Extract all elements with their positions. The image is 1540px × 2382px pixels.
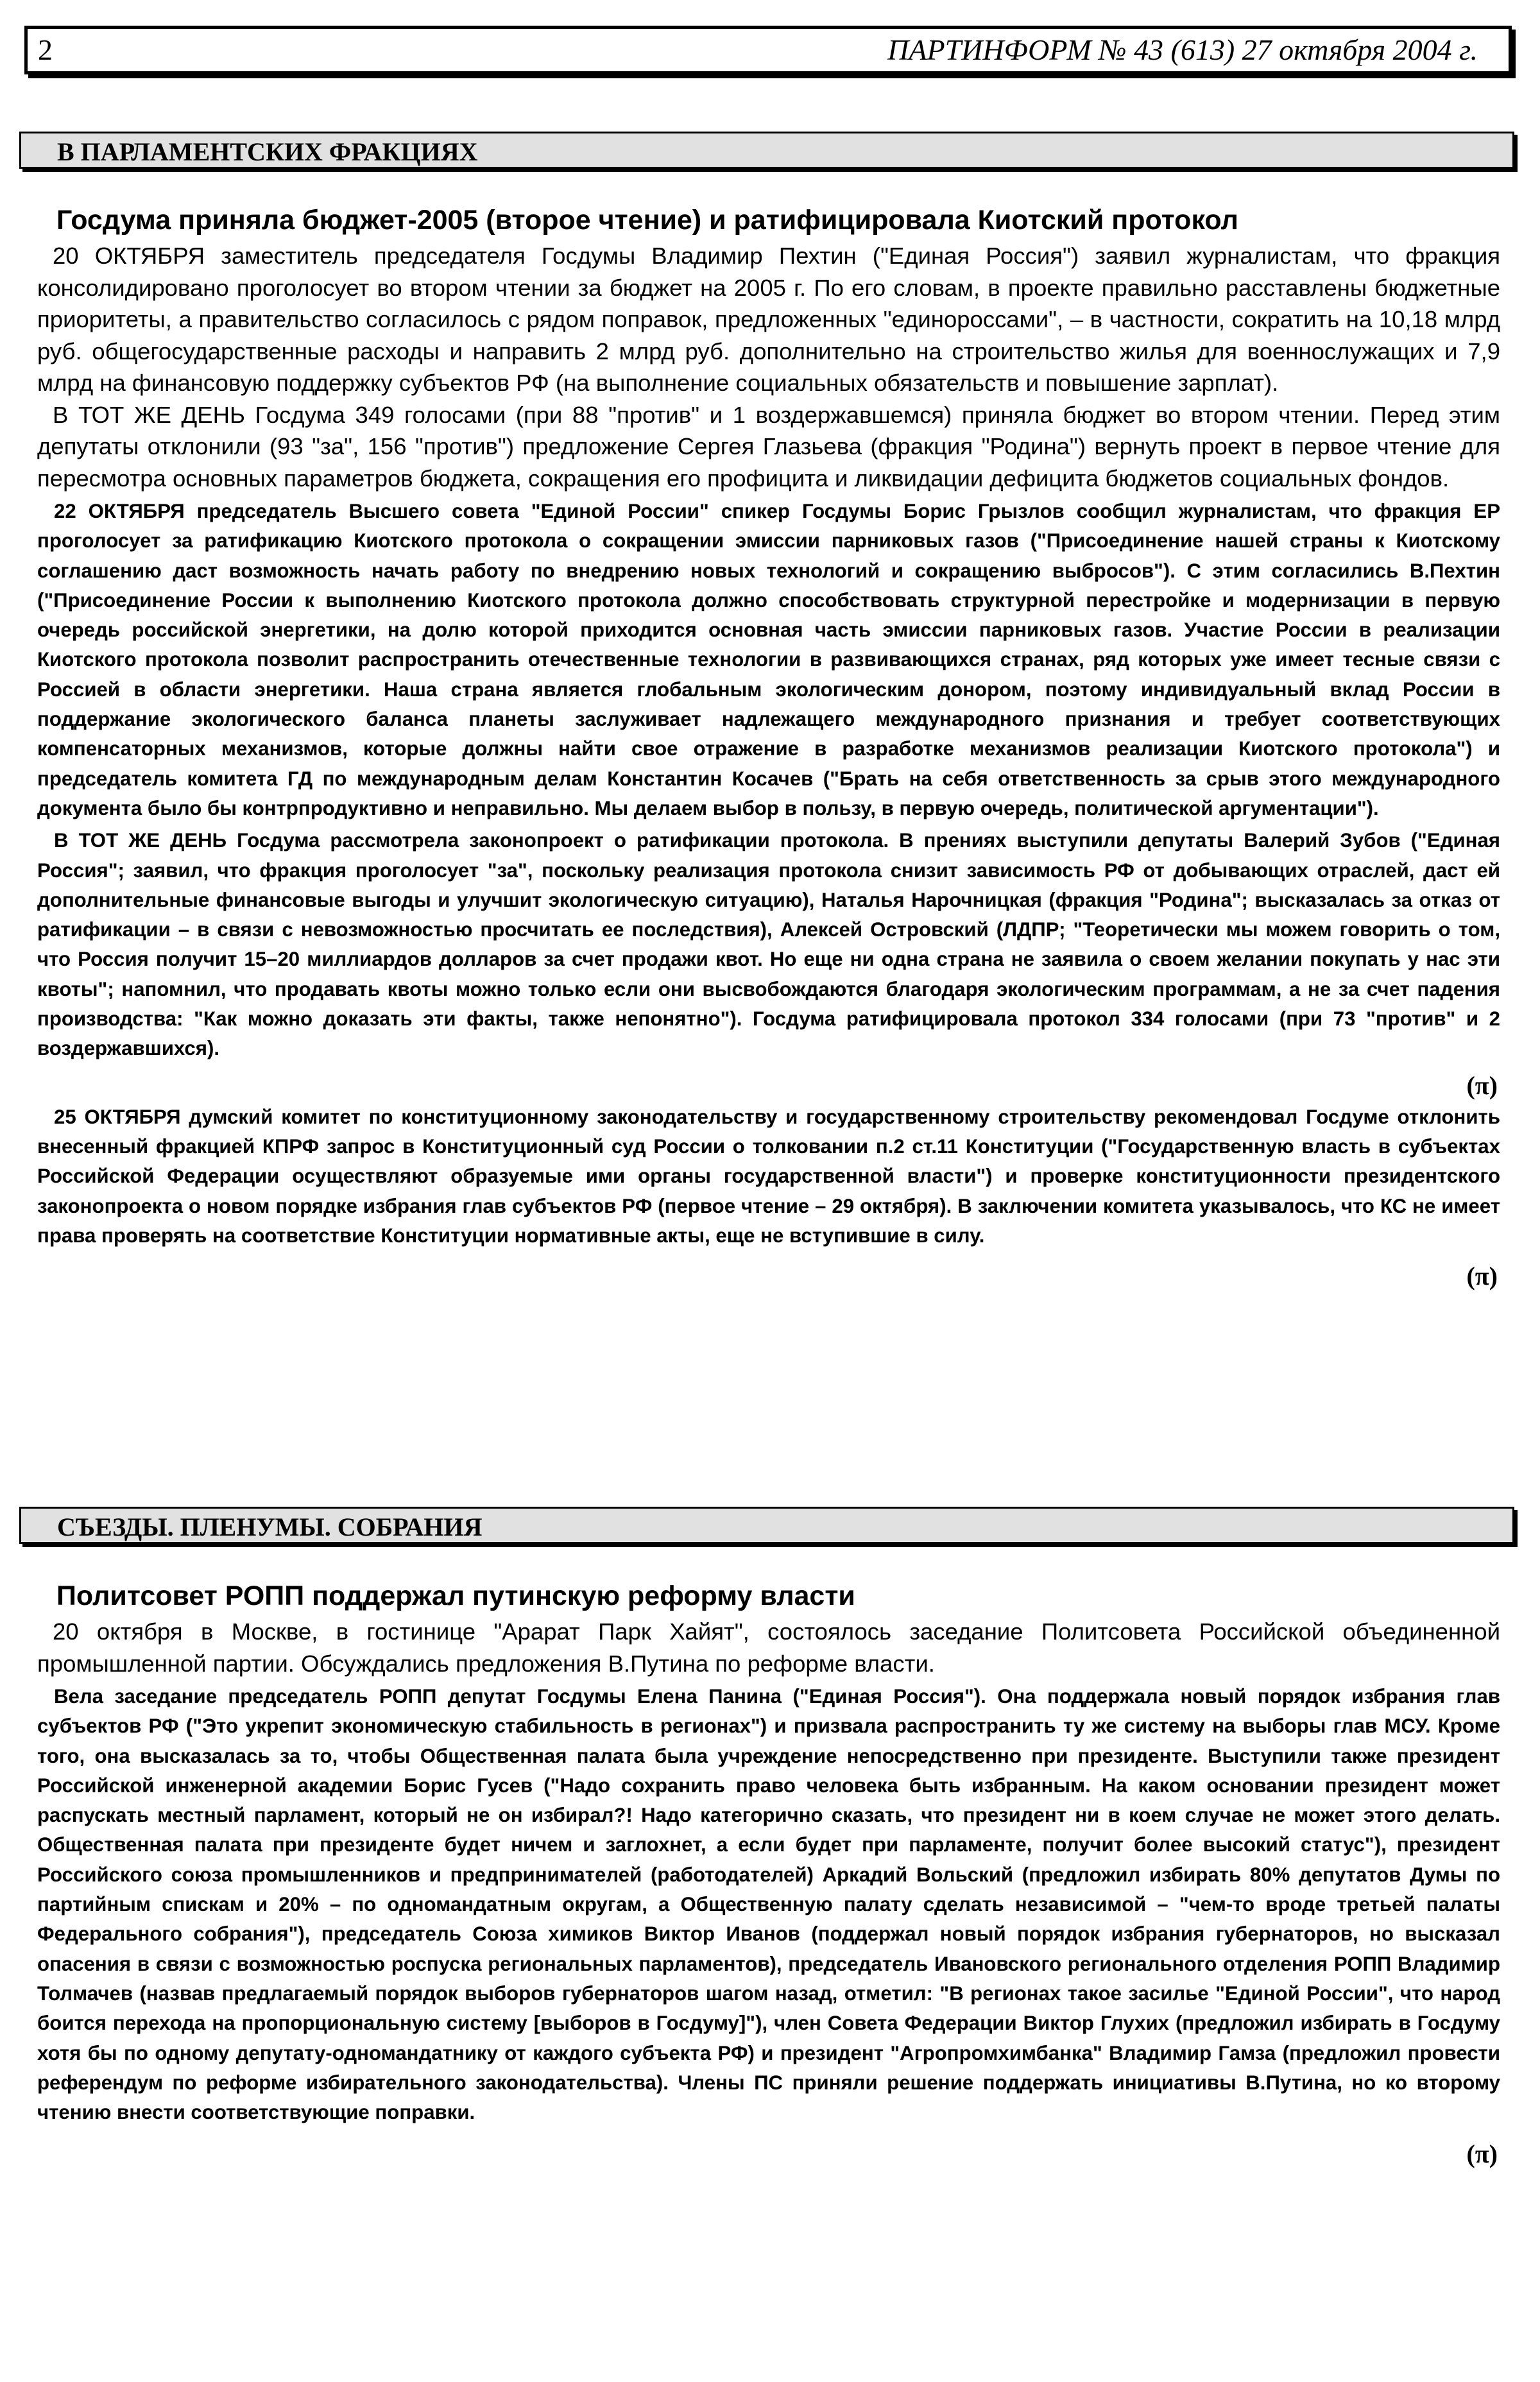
article-signature: (π)	[1466, 2139, 1498, 2169]
article-paragraph-bold: 25 ОКТЯБРЯ думский комитет по конституционному законодательству и государственному строительству рекомендовал Госдуме отклонить внесенный фракцией КПРФ запрос в Конституционный суд России о толковании п.2 ст.11 Конституции ("Государственную власть в субъектах Российской Федерации осуществляют образуемые ими органы государственной власти") и проверке конституционности президентского законопроекта о новом порядке избрания глав субъектов РФ (первое чтение – 29 октября). В заключении комитета указывалось, что КС не имеет права проверять на соответствие Конституции нормативные акты, еще не вступившие в силу.	[37, 1105, 1500, 1247]
article-ropp	[37, 1579, 1500, 2171]
article-paragraph-bold: В ТОТ ЖЕ ДЕНЬ Госдума рассмотрела законопроект о ратификации протокола. В прениях выступили депутаты Валерий Зубов ("Единая Россия"; заявил, что фракция проголосует "за", поскольку реализация протокола снизит зависимость РФ от добывающих отраслей, даст ей дополнительные финансовые выгоды и улучшит экологическую ситуацию), Наталья Нарочницкая (фракция "Родина"; высказалась за отказ от ратификации – в связи с невозможностью просчитать ее последствия), Алексей Островский (ЛДПР; "Теоретически мы можем говорить о том, что Россия получит 15–20 миллиардов долларов за счет продажи квот. Но еще ни одна страна не заявила о своем желании покупать у нас эти квоты"; напомнил, что продавать квоты можно только если они высвобождаются благодаря экологическим программам, а не за счет падения производства: "Как можно доказать эти факты, также непонятно"). Госдума ратифицировала протокол 334 голосами (при 73 "против" и 2 воздержавшихся).	[37, 829, 1500, 1060]
article-signature: (π)	[1466, 1070, 1498, 1100]
article-budget-kyoto	[37, 203, 1500, 1293]
article-signature: (π)	[1466, 1262, 1498, 1291]
issue-info: ПАРТИНФОРМ № 43 (613) 27 октября 2004 г.	[887, 33, 1478, 66]
article-paragraph: 20 ОКТЯБРЯ заместитель председателя Госдумы Владимир Пехтин ("Единая Россия") заявил журналистам, что фракция консолидировано проголосует во втором чтении за бюджет на 2005 г. По его словам, в проекте правильно расставлены бюджетные приоритеты, а правительство согласилось с рядом поправок, предложенных "единороссами", – в частности, сократить на 10,18 млрд руб. общегосударственные расходы и направить 2 млрд руб. дополнительно на строительство жилья для военнослужащих и 7,9 млрд на финансовую поддержку субъектов РФ (на выполнение социальных обязательств и повышение зарплат).	[37, 243, 1500, 396]
article-paragraph: 20 октября в Москве, в гостинице "Арарат Парк Хайят", состоялось заседание Политсовета Российской объединенной промышленной партии. Обсуждались предложения В.Путина по реформе власти.	[37, 1618, 1500, 1677]
section-heading: СЪЕЗДЫ. ПЛЕНУМЫ. СОБРАНИЯ	[19, 1507, 1514, 1544]
section-heading: В ПАРЛАМЕНТСКИХ ФРАКЦИЯХ	[19, 132, 1514, 169]
article-paragraph-bold: Вела заседание председатель РОПП депутат Госдумы Елена Панина ("Единая Россия"). Она поддержала новый порядок избрания глав субъектов РФ ("Это укрепит экономическую стабильность в регионах") и призвала распространить ту же систему на выборы глав МСУ. Кроме того, она высказалась за то, чтобы Общественная палата была учреждение непосредственно при президенте. Выступили также президент Российской инженерной академии Борис Гусев ("Надо сохранить право человека быть избранным. На каком основании президент может распускать местный парламент, который не он избирал?! Надо категорично сказать, что президент ни в коем случае не может этого делать. Общественная палата при президенте будет ничем и заглохнет, а если будет при парламенте, получит более высокий статус"), президент Российского союза промышленников и предпринимателей (работодателей) Аркадий Вольский (предложил избирать 80% депутатов Думы по партийным спискам и 20% – по одномандатным округам, а Общественную палату сделать независимой – "чем-то вроде третьей палаты Федерального собрания"), председатель Союза химиков Виктор Иванов (поддержал новый порядок избрания губернаторов, но высказал опасения в связи с возможностью роспуска региональных парламентов), председатель Ивановского регионального отделения РОПП Владимир Толмачев (назвав предлагаемый порядок выборов губернаторов шагом назад, отметил: "В регионах такое засилье "Единой России", что народ боится перехода на пропорциональную систему [выборов в Госдуму]"), член Совета Федерации Виктор Глухих (предложил избирать в Госдуму хотя бы по одному депутату-одномандатнику от каждого субъекта РФ) и президент "Агропромхимбанка" Владимир Гамза (предложил провести референдум по реформе избирательного законодательства). Члены ПС приняли решение поддержать инициативы В.Путина, но ко второму чтению внести соответствующие поправки.	[37, 1685, 1500, 2124]
article-paragraph: В ТОТ ЖЕ ДЕНЬ Госдума 349 голосами (при 88 "против" и 1 воздержавшемся) приняла бюджет во втором чтении. Перед этим депутаты отклонили (93 "за", 156 "против") предложение Сергея Глазьева (фракция "Родина") вернуть проект в первое чтение для пересмотра основных параметров бюджета, сокращения его профицита и ликвидации дефицита бюджетов социальных фондов.	[37, 401, 1500, 492]
article-paragraph-bold: 22 ОКТЯБРЯ председатель Высшего совета "Единой России" спикер Госдумы Борис Грызлов сообщил журналистам, что фракция ЕР проголосует за ратификацию Киотского протокола о сокращении эмиссии парниковых газов ("Присоединение нашей страны к Киотскому соглашению даст возможность начать работу по внедрению новых технологий и сокращению выбросов"). С этим согласились В.Пехтин ("Присоединение России к выполнению Киотского протокола должно способствовать структурной перестройке и модернизации в первую очередь российской энергетики, на долю которой приходится основная часть эмиссии парниковых газов. Участие России в реализации Киотского протокола позволит распространить отечественные технологии в развивающихся странах, ряд которых уже имеет тесные связи с Россией в области энергетики. Наша страна является глобальным экологическим донором, поэтому индивидуальный вклад России в поддержание экологического баланса планеты заслуживает надлежащего международного признания и требует соответствующих компенсаторных механизмов, которые должны найти свое отражение в разработке механизмов реализации Киотского протокола") и председатель комитета ГД по международным делам Константин Косачев ("Брать на себя ответственность за срыв этого международного документа было бы контрпродуктивно и неправильно. Мы делаем выбор в пользу, в первую очередь, политической аргументации").	[37, 500, 1500, 819]
page-number: 2	[38, 33, 53, 66]
page-header	[24, 26, 1512, 74]
article-title: Госдума приняла бюджет-2005 (второе чтение) и ратифицировала Киотский протокол	[56, 205, 1238, 236]
article-title: Политсовет РОПП поддержал путинскую реформу власти	[56, 1581, 855, 1611]
